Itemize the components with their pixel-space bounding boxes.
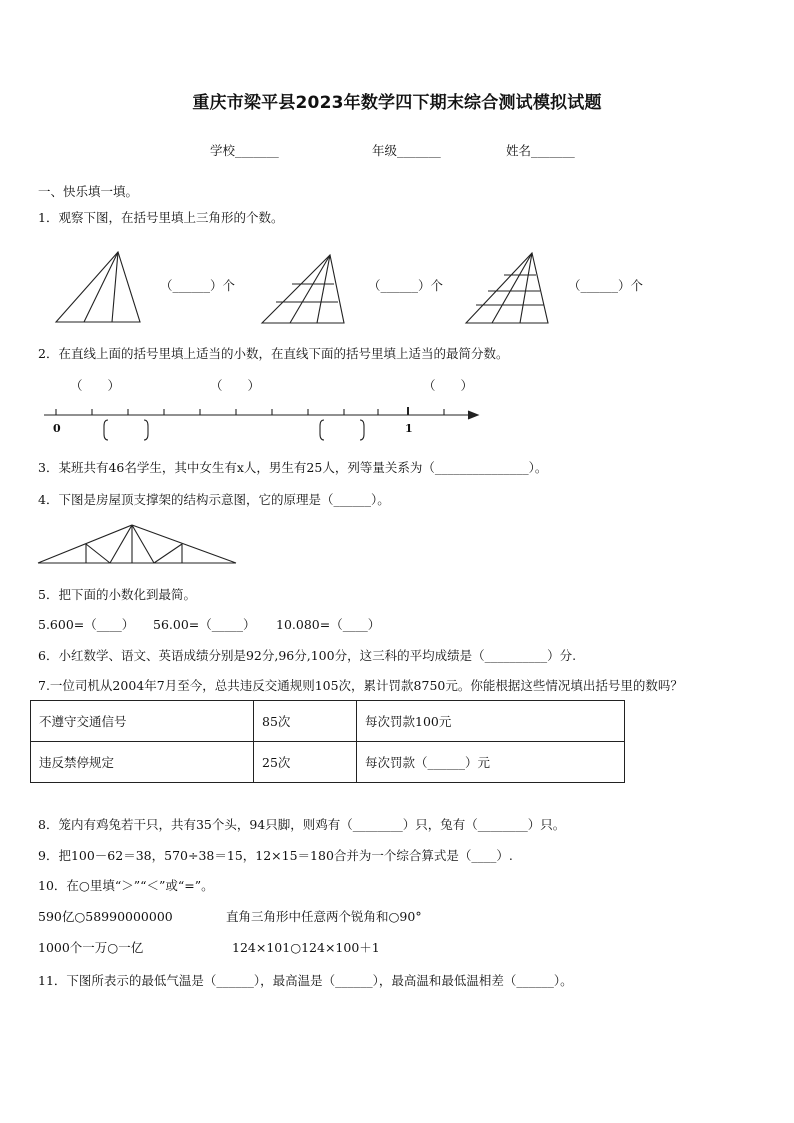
question-2: 2．在直线上面的括号里填上适当的小数，在直线下面的括号里填上适当的最简分数。 [38,346,509,361]
name-field: 姓名_______ [506,143,575,158]
q1-blank-1: （______）个 [160,278,236,293]
q1-blank-2: （______）个 [368,278,444,293]
question-9: 9．把100－62＝38，570÷38＝15，12×15＝180合并为一个综合算式是（____）. [38,848,513,863]
number-line [44,402,484,444]
question-11: 11．下图所表示的最低气温是（______），最高温是（______），最高温和最低温相差（______）。 [38,973,573,988]
table-cell: 每次罚款（______）元 [357,742,625,783]
table-cell: 违反禁停规定 [31,742,254,783]
triangle-figure-3 [466,253,556,325]
question-8: 8．笼内有鸡兔若干只，共有35个头，94只脚，则鸡有（________）只，兔有（________）只。 [38,817,566,832]
upper-paren-1: （ ） [70,378,121,393]
question-4: 4．下图是房屋顶支撑架的结构示意图，它的原理是（______）。 [38,492,390,507]
roof-truss-figure [38,523,238,565]
table-cell: 不遵守交通信号 [31,701,254,742]
table-cell: 每次罚款100元 [357,701,625,742]
upper-paren-2: （ ） [210,378,261,393]
table-cell: 25次 [254,742,357,783]
question-1: 1．观察下图，在括号里填上三角形的个数。 [38,210,284,225]
question-3: 3．某班共有46名学生，其中女生有x人，男生有25人，列等量关系为（_______________）。 [38,460,548,475]
q1-blank-3: （______）个 [568,278,644,293]
penalty-table [30,700,625,783]
upper-paren-3: （ ） [423,378,474,393]
table-row [31,701,625,742]
q5-item-3: 10.080=（____） [276,617,381,632]
q5-item-1: 5.600=（____） [38,617,135,632]
grade-field: 年级_______ [372,143,441,158]
question-7: 7.一位司机从2004年7月至今，总共违反交通规则105次，累计罚款8750元。你能根据这些情况填出括号里的数吗？ [38,678,683,693]
table-row [31,742,625,783]
question-5: 5．把下面的小数化到最简。 [38,587,196,602]
q10-item-a: 590亿○58990000000 [38,909,173,924]
q10-item-d: 124×101○124×100＋1 [232,940,380,955]
question-6: 6．小红数学、语文、英语成绩分别是92分,96分,100分，这三科的平均成绩是（__________）分. [38,648,577,663]
q10-item-c: 1000个一万○一亿 [38,940,144,955]
number-line-label-0: 0 [53,422,61,435]
table-cell: 85次 [254,701,357,742]
number-line-label-1: 1 [405,422,413,435]
school-field: 学校_______ [210,143,279,158]
question-10: 10．在○里填“＞”“＜”或“=”。 [38,878,214,893]
q5-item-2: 56.00=（_____） [153,617,256,632]
page-title: 重庆市梁平县2023年数学四下期末综合测试模拟试题 [192,93,602,113]
q10-item-b: 直角三角形中任意两个锐角和○90° [226,909,422,924]
section-heading: 一、快乐填一填。 [38,184,139,199]
triangle-figure-2 [262,255,352,325]
triangle-figure-1 [56,252,146,324]
